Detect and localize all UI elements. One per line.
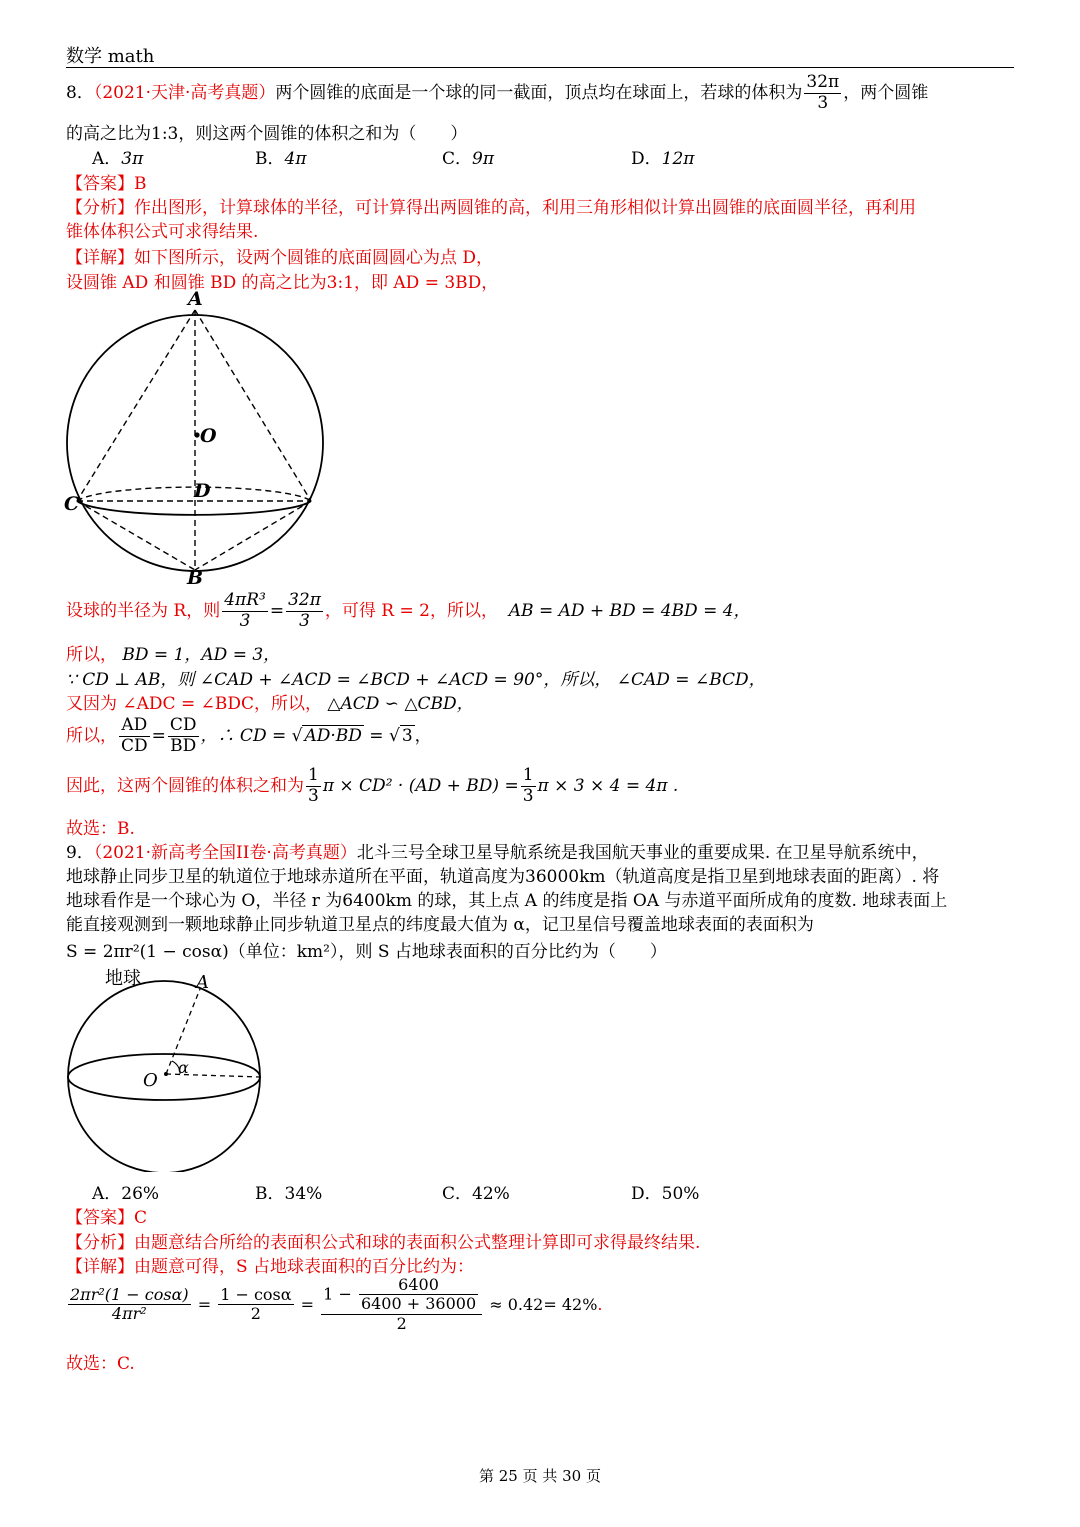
q9-option-d[interactable] — [631, 1179, 699, 1204]
sol5-text-a: 所以， — [66, 726, 117, 746]
sol1-text-b: ，可得 R = 2，所以， — [324, 601, 498, 621]
q9-choose: 故选：C. — [66, 1354, 135, 1374]
formula-dot: . — [597, 1295, 603, 1315]
q8-vol-den: 3 — [817, 93, 829, 113]
sol6-text-c: π × 3 × 4 = 4π . — [537, 776, 679, 796]
formula-frac1 — [68, 1286, 191, 1324]
edge-CB — [77, 501, 195, 570]
sol1-text-a: 设球的半径为 R，则 — [66, 601, 221, 621]
q9-stem-line3: 地球看作是一个球心为 O，半径 r 为6400km 的球，其上点 A 的纬度是指 OA 与赤道平面所成角的度数. 地球表面上 — [66, 891, 948, 911]
center-point-O — [194, 432, 199, 437]
earth-center — [164, 1072, 168, 1076]
q8-solution-line6 — [66, 763, 678, 809]
frac-num: 2πr²(1 − cosα) — [70, 1284, 189, 1304]
q8-solution-line1 — [66, 588, 751, 634]
sol5-frac2 — [168, 716, 199, 756]
label-D: D — [194, 480, 211, 502]
sol1-text-c: AB = AD + BD = 4BD = 4， — [508, 601, 751, 621]
q8-solution-line4 — [66, 689, 474, 714]
option-label: A． — [92, 1184, 122, 1204]
q9-source: （2021·新高考全国II卷·高考真题） — [93, 843, 357, 863]
q8-answer: 【答案】B — [66, 174, 147, 194]
q8-stem-line1 — [66, 72, 928, 114]
q8-stem-line2: 的高之比为1:3，则这两个圆锥的体积之和为（ ） — [66, 124, 468, 144]
q8-stem-a: 两个圆锥的底面是一个球的同一截面，顶点均在球面上，若球的体积为 — [275, 83, 803, 103]
option-value: 3π — [121, 149, 144, 169]
header-title: 数学 math — [66, 46, 155, 67]
option-value: 9π — [472, 149, 495, 169]
q8-stem-b: ，两个圆锥 — [843, 83, 929, 103]
frac-num: 1 — [522, 765, 534, 786]
formula-frac3 — [321, 1276, 482, 1333]
q8-detail-line1: 【详解】如下图所示，设两个圆锥的底面圆圆心为点 D， — [66, 248, 494, 268]
q9-stem-line4: 能直接观测到一颗地球静止同步轨道卫星点的纬度最大值为 α，记卫星信号覆盖地球表面的表面积为 — [66, 915, 814, 935]
label-earth: 地球 — [105, 968, 141, 989]
q8-detail-line2: 设圆锥 AD 和圆锥 BD 的高之比为3:1，即 AD = 3BD， — [66, 273, 499, 293]
q8-vol-num: 32π — [806, 72, 840, 93]
page-number: 第 25 页 共 30 页 — [478, 1467, 601, 1485]
sol1-frac2 — [286, 591, 323, 631]
label-O: O — [143, 1070, 158, 1091]
q8-analysis-line2: 锥体体积公式可求得结果. — [66, 222, 259, 242]
edge-AC — [77, 310, 195, 501]
sol5-text-d: ， — [414, 726, 432, 746]
sol5-text-b: ，∴ CD = — [200, 726, 292, 746]
frac-den: 3 — [299, 611, 310, 631]
frac-num: CD — [169, 715, 197, 736]
eq-sign: = — [151, 726, 166, 746]
q9-option-c[interactable] — [442, 1179, 510, 1204]
sol5-text-c: = — [363, 726, 389, 746]
label-B: B — [187, 567, 204, 588]
sol4-text-b: △ACD ∽ △CBD， — [327, 694, 474, 714]
q9-stem-line1 — [66, 838, 929, 863]
sol6-text-a: 因此，这两个圆锥的体积之和为 — [66, 776, 304, 796]
equator-back — [68, 1054, 260, 1077]
header-rule — [66, 67, 1014, 68]
option-label: B． — [255, 1184, 285, 1204]
sol3-text-a: ∵ CD ⊥ AB，则 ∠CAD + ∠ACD = ∠BCD + ∠ACD = 90°，所以， — [66, 670, 612, 690]
q8-solution-line5: 所以， $\frac{AD}{CD}$ = $\frac{CD}{BD}$ ，∴ CD = √ AD·BD = √ 3 ， — [66, 715, 432, 756]
q9-option-a[interactable] — [92, 1179, 159, 1204]
q9-answer: 【答案】C — [66, 1208, 148, 1228]
frac-den: 2 — [250, 1304, 261, 1324]
frac-den: 6400 + 36000 — [360, 1294, 477, 1314]
option-value: 4π — [284, 149, 307, 169]
option-label: D． — [631, 1184, 662, 1204]
formula-result: ≈ 0.42= 42% — [489, 1295, 598, 1315]
q9-stem-line5: S = 2πr²(1 − cosα)（单位：km²），则 S 占地球表面积的百分比约为（ ） — [66, 942, 667, 962]
formula-frac2 — [218, 1286, 293, 1324]
option-label: D． — [631, 149, 662, 169]
frac-num: 32π — [288, 590, 321, 611]
frac-den: 3 — [308, 786, 319, 806]
inner-frac — [359, 1276, 478, 1314]
label-A: A — [196, 972, 209, 993]
sol5-frac1 — [119, 716, 150, 756]
frac-den: BD — [170, 736, 197, 756]
sqrt-3: 3 — [401, 726, 413, 746]
frac-den: 3 — [239, 611, 251, 631]
sol6-text-b: π × CD² · (AD + BD) = — [322, 776, 519, 796]
frac-num: 1 − cosα — [220, 1284, 292, 1304]
option-label: B． — [255, 149, 285, 169]
q9-analysis: 【分析】由题意结合所给的表面积公式和球的表面积公式整理计算即可求得最终结果. — [66, 1233, 701, 1253]
frac-num: 6400 — [359, 1276, 478, 1295]
sol2-text-a: 所以， — [66, 645, 117, 665]
option-value: 42% — [472, 1184, 510, 1204]
option-value: 34% — [284, 1184, 323, 1204]
frac-den: CD — [121, 736, 148, 756]
q9-number: 9． — [66, 843, 94, 863]
q9-stem-line2: 地球静止同步卫星的轨道位于地球赤道所在平面，轨道高度为36000km（轨道高度是指卫星到地球表面的距离）. 将 — [66, 867, 940, 887]
frac3-numerator — [321, 1276, 482, 1315]
frac-den: 4πr² — [111, 1304, 147, 1324]
one-minus: 1 − — [323, 1284, 352, 1304]
base-ellipse-front — [77, 501, 311, 515]
edge-B-right — [195, 501, 311, 570]
frac-num: 1 — [308, 765, 319, 786]
sol4-text-a: 又因为 ∠ADC = ∠BDC，所以， — [66, 694, 322, 714]
option-value: 12π — [661, 149, 695, 169]
q8-option-d[interactable] — [631, 144, 694, 169]
option-value: 50% — [661, 1184, 700, 1204]
frac-num: AD — [119, 716, 150, 737]
q9-option-b[interactable] — [255, 1179, 322, 1204]
label-C: C — [64, 493, 80, 515]
option-value: 26% — [121, 1184, 160, 1204]
label-O: O — [200, 425, 217, 447]
q8-volume-fraction — [804, 73, 841, 113]
q9-detail: 【详解】由题意可得，S 占地球表面积的百分比约为： — [66, 1257, 475, 1277]
option-label: C． — [442, 149, 473, 169]
q8-choose: 故选：B. — [66, 819, 135, 839]
q8-option-a[interactable] — [92, 144, 143, 169]
frac-num: 4πR³ — [224, 590, 266, 611]
q8-analysis-line1: 【分析】作出图形，计算球体的半径，可计算得出两圆锥的高，利用三角形相似计算出圆锥的底面圆半径，再利用 — [66, 198, 916, 218]
label-A: A — [188, 288, 203, 310]
option-label: A． — [92, 149, 122, 169]
q8-solution-line3 — [66, 665, 766, 690]
q8-source: （2021·天津·高考真题） — [93, 83, 276, 103]
sol2-text-b: BD = 1，AD = 3， — [122, 645, 281, 665]
q9-formula: $\frac{\text{2πr²(1 − cosα)}}{\text{4πr²}}$ = $\frac{1 - \cos\alpha}{2}$ = 1 − $\frac{6400}{6400 + 36000}$ 2 ≈ 0.42= 42%. — [70, 1275, 603, 1333]
eq-sign: = — [269, 601, 285, 621]
q9-stem-1: 北斗三号全球卫星导航系统是我国航天事业的重要成果. 在卫星导航系统中， — [356, 843, 929, 863]
frac-den: 2 — [396, 1313, 407, 1333]
q8-option-b[interactable] — [255, 144, 307, 169]
label-alpha: α — [178, 1058, 189, 1077]
q8-sphere-cone-figure — [60, 288, 340, 588]
q8-number: 8． — [66, 83, 94, 103]
sol3-text-b: ∠CAD = ∠BCD， — [616, 670, 766, 690]
sol1-frac1 — [222, 591, 268, 631]
sol6-frac1 — [306, 766, 321, 806]
frac-den: 3 — [522, 786, 534, 806]
sqrt-term: AD·BD — [304, 726, 362, 746]
equator-front — [68, 1077, 260, 1100]
option-label: C． — [442, 1184, 473, 1204]
q8-option-c[interactable] — [442, 144, 494, 169]
q9-earth-figure — [60, 962, 280, 1172]
edge-A-right — [195, 310, 311, 501]
q8-solution-line2 — [66, 640, 280, 665]
sol6-frac2 — [521, 766, 536, 806]
